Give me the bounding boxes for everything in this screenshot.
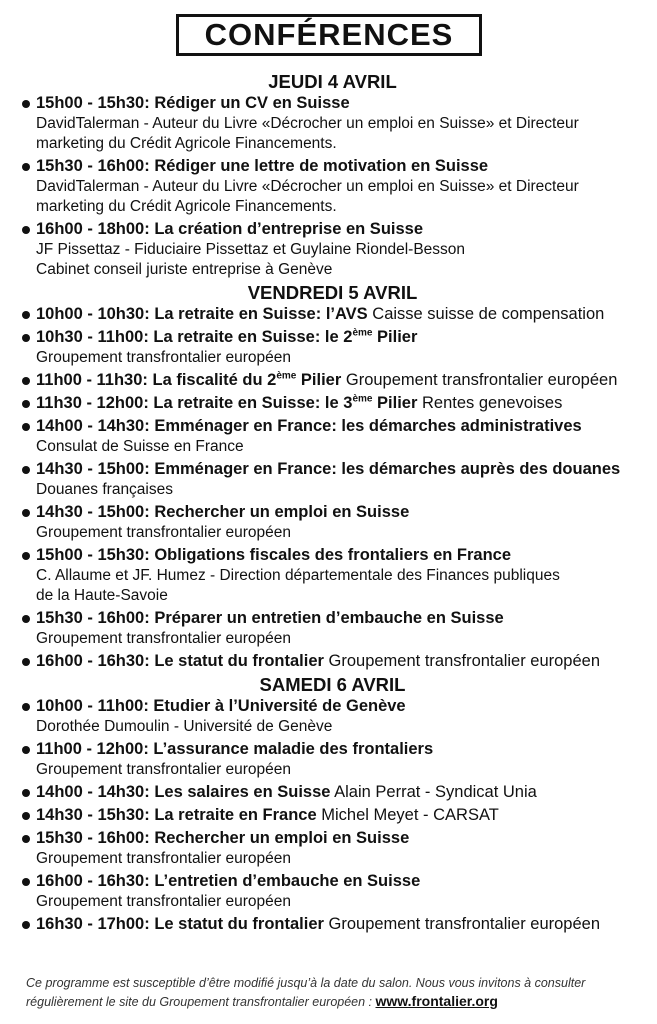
conference-heading xyxy=(36,651,645,672)
bullet-icon xyxy=(22,703,30,711)
conference-item xyxy=(20,696,645,737)
bullet-icon xyxy=(22,226,30,234)
conference-description: Groupement transfrontalier européen xyxy=(36,630,292,647)
footer-line-2 xyxy=(26,992,636,1011)
conference-description: Groupement transfrontalier européen xyxy=(36,850,292,867)
conference-topic: L’entretien d’embauche en Suisse xyxy=(154,872,421,890)
conference-heading xyxy=(36,393,645,414)
conference-heading xyxy=(36,871,645,892)
conference-topic: La fiscalité du 2ème Pilier xyxy=(152,370,342,389)
conference-item xyxy=(20,93,645,154)
conference-heading xyxy=(36,156,645,177)
conference-topic: Emménager en France: les démarches administratives xyxy=(154,417,582,435)
conference-item xyxy=(20,393,645,414)
conference-time: 14h30 - 15h30: xyxy=(36,806,150,824)
conference-description: Consulat de Suisse en France xyxy=(36,438,244,455)
conference-item xyxy=(20,782,645,803)
conference-time: 16h30 - 17h00: xyxy=(36,915,150,933)
day-section xyxy=(20,71,645,280)
conference-item xyxy=(20,739,645,780)
conference-description: Groupement transfrontalier européen xyxy=(36,893,292,910)
conference-topic: Le statut du frontalier xyxy=(154,915,324,933)
bullet-icon xyxy=(22,377,30,385)
conference-time: 14h00 - 14h30: xyxy=(36,417,150,435)
bullet-icon xyxy=(22,835,30,843)
conference-topic: Rédiger un CV en Suisse xyxy=(154,94,350,112)
conference-time: 15h00 - 15h30: xyxy=(36,94,150,112)
conference-time: 16h00 - 16h30: xyxy=(36,872,150,890)
bullet-icon xyxy=(22,615,30,623)
conference-description: JF Pissettaz - Fiduciaire Pissettaz et Guylaine Riondel-Besson xyxy=(36,241,466,258)
conference-speaker: Groupement transfrontalier européen xyxy=(345,371,618,389)
bullet-icon xyxy=(22,100,30,108)
conference-item xyxy=(20,828,645,869)
day-heading: SAMEDI 6 AVRIL xyxy=(259,674,406,695)
conference-description: de la Haute-Savoie xyxy=(36,587,168,604)
conference-heading xyxy=(36,545,645,566)
conference-item xyxy=(20,608,645,649)
conference-topic: La retraite en Suisse: le 3ème Pilier xyxy=(153,393,418,412)
conference-topic: Rechercher un emploi en Suisse xyxy=(154,503,410,521)
conference-topic: Les salaires en Suisse xyxy=(154,783,331,801)
conference-description: Cabinet conseil juriste entreprise à Genève xyxy=(36,261,333,278)
bullet-icon xyxy=(22,466,30,474)
conference-heading xyxy=(36,459,645,480)
bullet-icon xyxy=(22,789,30,797)
conference-description: marketing du Crédit Agricole Financements. xyxy=(36,198,337,215)
day-heading: VENDREDI 5 AVRIL xyxy=(247,282,418,303)
conference-topic: Rédiger une lettre de motivation en Suisse xyxy=(154,157,489,175)
conference-speaker: Rentes genevoises xyxy=(422,394,563,412)
conference-heading xyxy=(36,304,645,325)
conference-time: 15h30 - 16h00: xyxy=(36,829,150,847)
conference-description: Groupement transfrontalier européen xyxy=(36,349,292,366)
conference-time: 16h00 - 16h30: xyxy=(36,652,150,670)
conference-time: 15h30 - 16h00: xyxy=(36,609,150,627)
conference-item xyxy=(20,304,645,325)
conference-time: 10h00 - 10h30: xyxy=(36,305,150,323)
bullet-icon xyxy=(22,878,30,886)
conference-time: 10h00 - 11h00: xyxy=(36,697,149,715)
conference-item xyxy=(20,502,645,543)
conference-heading xyxy=(36,416,645,437)
bullet-icon xyxy=(22,311,30,319)
conference-description: Groupement transfrontalier européen xyxy=(36,524,292,541)
conference-speaker: Groupement transfrontalier européen xyxy=(328,915,601,933)
conference-topic: Le statut du frontalier xyxy=(154,652,324,670)
conference-description: DavidTalerman - Auteur du Livre «Décrocher un emploi en Suisse» et Directeur xyxy=(36,178,579,195)
schedule xyxy=(20,70,645,937)
conference-topic: Obligations fiscales des frontaliers en France xyxy=(154,546,512,564)
conference-item xyxy=(20,459,645,500)
ordinal-suffix: ème xyxy=(276,370,297,382)
conference-item xyxy=(20,545,645,606)
conference-topic: La retraite en Suisse: l’AVS xyxy=(154,305,368,323)
conference-speaker: Caisse suisse de compensation xyxy=(372,305,605,323)
conference-item xyxy=(20,219,645,280)
conference-topic: Etudier à l’Université de Genève xyxy=(153,697,406,715)
bullet-icon xyxy=(22,921,30,929)
ordinal-suffix: ème xyxy=(352,327,373,339)
conference-item xyxy=(20,370,645,391)
conference-heading xyxy=(36,502,645,523)
conference-heading xyxy=(36,219,645,240)
bullet-icon xyxy=(22,163,30,171)
conference-time: 11h00 - 11h30: xyxy=(36,371,148,389)
conference-topic: L’assurance maladie des frontaliers xyxy=(153,740,434,758)
conference-heading xyxy=(36,914,645,935)
conference-description: Dorothée Dumoulin - Université de Genève xyxy=(36,718,333,735)
conference-item xyxy=(20,156,645,217)
conference-time: 15h30 - 16h00: xyxy=(36,157,150,175)
footer-note xyxy=(26,974,636,1011)
conference-time: 11h30 - 12h00: xyxy=(36,394,149,412)
conference-topic: La retraite en France xyxy=(154,806,317,824)
conference-topic: Rechercher un emploi en Suisse xyxy=(154,829,410,847)
bullet-icon xyxy=(22,423,30,431)
ordinal-suffix: ème xyxy=(352,393,373,405)
footer-line-2-text: régulièrement le site du Groupement transfrontalier européen : xyxy=(26,995,373,1009)
conference-heading xyxy=(36,805,645,826)
conference-item xyxy=(20,805,645,826)
bullet-icon xyxy=(22,509,30,517)
conference-speaker: Alain Perrat - Syndicat Unia xyxy=(334,783,537,801)
conference-time: 11h00 - 12h00: xyxy=(36,740,149,758)
conference-heading xyxy=(36,739,645,760)
bullet-icon xyxy=(22,746,30,754)
conference-heading xyxy=(36,608,645,629)
conference-time: 10h30 - 11h00: xyxy=(36,328,149,346)
footer-line-1: Ce programme est susceptible d’être modifié jusqu’à la date du salon. Nous vous invitons à consulter xyxy=(26,976,586,990)
conference-description: Groupement transfrontalier européen xyxy=(36,761,292,778)
conference-heading xyxy=(36,696,645,717)
conference-heading xyxy=(36,782,645,803)
conference-topic: La retraite en Suisse: le 2ème Pilier xyxy=(153,327,418,346)
bullet-icon xyxy=(22,334,30,342)
conference-speaker: Michel Meyet - CARSAT xyxy=(321,806,499,824)
conference-time: 16h00 - 18h00: xyxy=(36,220,150,238)
website-link[interactable]: www.frontalier.org xyxy=(375,993,498,1009)
conference-time: 15h00 - 15h30: xyxy=(36,546,150,564)
page-title: CONFÉRENCES xyxy=(176,14,482,56)
conference-topic: Emménager en France: les démarches auprès des douanes xyxy=(154,460,621,478)
conference-time: 14h30 - 15h00: xyxy=(36,460,150,478)
conference-description: C. Allaume et JF. Humez - Direction départementale des Finances publiques xyxy=(36,567,560,584)
conference-heading xyxy=(36,828,645,849)
day-section xyxy=(20,282,645,672)
conference-time: 14h00 - 14h30: xyxy=(36,783,150,801)
day-heading: JEUDI 4 AVRIL xyxy=(268,71,397,92)
conference-speaker: Groupement transfrontalier européen xyxy=(328,652,601,670)
conference-topic: Préparer un entretien d’embauche en Suisse xyxy=(154,609,504,627)
conference-item xyxy=(20,651,645,672)
conference-topic: La création d’entreprise en Suisse xyxy=(154,220,424,238)
conference-heading xyxy=(36,327,645,348)
conference-description: Douanes françaises xyxy=(36,481,173,498)
conference-item xyxy=(20,327,645,368)
conference-item xyxy=(20,871,645,912)
day-section xyxy=(20,674,645,935)
conference-description: DavidTalerman - Auteur du Livre «Décrocher un emploi en Suisse» et Directeur xyxy=(36,115,579,132)
bullet-icon xyxy=(22,812,30,820)
conference-heading xyxy=(36,93,645,114)
bullet-icon xyxy=(22,658,30,666)
conference-description: marketing du Crédit Agricole Financements. xyxy=(36,135,337,152)
conference-item xyxy=(20,416,645,457)
bullet-icon xyxy=(22,552,30,560)
bullet-icon xyxy=(22,400,30,408)
conference-item xyxy=(20,914,645,935)
conference-heading xyxy=(36,370,645,391)
conference-time: 14h30 - 15h00: xyxy=(36,503,150,521)
